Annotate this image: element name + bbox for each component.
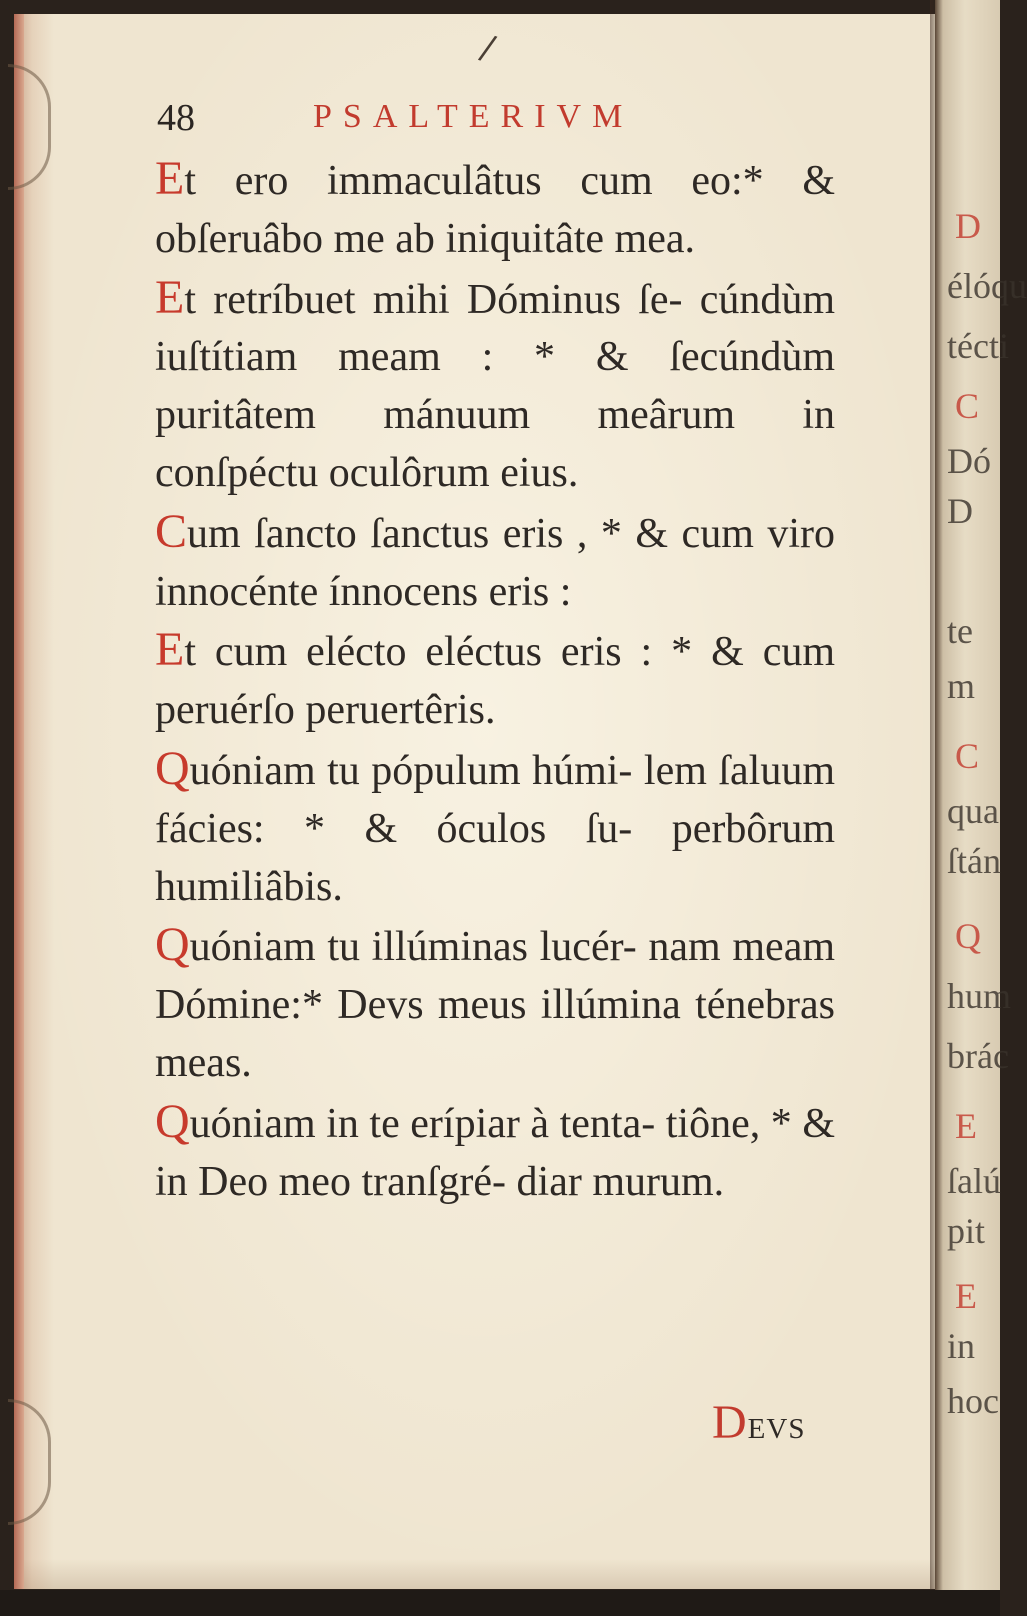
page-number: 48: [157, 97, 195, 139]
page-edge: [14, 14, 24, 1589]
verse-line: t ero immaculâtus cum eo:* &: [184, 158, 835, 204]
verse-line: nam meam Dómine:* Devs meus: [155, 924, 836, 1029]
verse-line: cum viro innocénte ínnocens: [155, 510, 836, 615]
verse: [155, 269, 835, 503]
facing-page-fragment: in: [947, 1326, 976, 1366]
verse-line: eris :: [488, 568, 572, 615]
facing-page-fragment: m: [947, 666, 976, 706]
verse-line: eius.: [500, 449, 579, 496]
rubricated-initial: E: [155, 270, 185, 324]
verse-line: illúmina ténebras meas.: [155, 982, 835, 1086]
verse-line: cúndùm iuſtítiam meam : * &: [155, 276, 836, 381]
verse-line: cum peruérſo peruertêris.: [155, 629, 835, 734]
verse-line: meârum in conſpéctu oculôrum: [155, 392, 835, 496]
verse-line: perbôrum humiliâbis.: [155, 805, 836, 910]
clasp-bottom: [8, 1399, 51, 1525]
facing-page-fragment: C: [955, 736, 980, 776]
psalm-text: [155, 150, 835, 1211]
verse: [155, 1093, 835, 1212]
facing-page-fragment: ſtán: [947, 841, 1001, 881]
clasp-top: [8, 64, 51, 190]
verse-line: diar murum.: [516, 1158, 725, 1205]
verse-line: tiône, * & in Deo meo tranſgré-: [155, 1100, 835, 1205]
verse-line: uóniam in te erípiar à tenta-: [189, 1100, 656, 1147]
verse-line: lem ſaluum fácies: * & óculos ſu-: [155, 747, 836, 852]
facing-page-fragment: D: [955, 206, 981, 246]
rubricated-initial: Q: [155, 741, 190, 795]
facing-page-fragment: ſalú: [947, 1161, 1001, 1201]
verse: [155, 621, 835, 740]
catchword-initial: D: [712, 1396, 748, 1449]
facing-page-fragment: hoc: [947, 1381, 999, 1421]
facing-page-fragment: C: [955, 386, 980, 426]
facing-page-fragment: hum: [947, 976, 1012, 1016]
bottom-band: [0, 1590, 1000, 1616]
verse-line: t retríbuet mihi Dóminus ſe-: [184, 276, 683, 323]
facing-page-fragment: E: [955, 1106, 977, 1146]
catchword: [712, 1395, 805, 1450]
verse-line: uóniam tu illúminas lucér-: [189, 924, 637, 971]
facing-page-fragment: técti: [947, 326, 1009, 366]
facing-page-fragment: E: [955, 1276, 977, 1316]
facing-page-fragment: qua: [947, 791, 999, 831]
verse-line: uóniam tu pópulum húmi-: [189, 747, 633, 794]
rubricated-initial: E: [155, 623, 185, 677]
rubricated-initial: E: [155, 152, 185, 205]
facing-page-fragment: brác: [947, 1036, 1009, 1076]
verse: [155, 916, 835, 1092]
facing-page-fragment: pit: [947, 1211, 986, 1251]
rubricated-initial: Q: [155, 1094, 190, 1148]
facing-page-fragment: Dó: [947, 441, 991, 481]
verse: [155, 503, 835, 622]
facing-page-fragment: Q: [955, 916, 981, 956]
facing-page-edge: [935, 0, 1027, 1616]
stray-mark: /: [476, 27, 500, 69]
verse-line: um ſancto ſanctus eris , * &: [187, 510, 669, 557]
running-title: PSALTERIVM: [313, 98, 634, 135]
facing-page-fragment: élóqu: [947, 266, 1027, 306]
verse-line: t cum elécto eléctus eris : * &: [184, 629, 744, 676]
verse: [155, 740, 835, 916]
rubricated-initial: C: [155, 504, 188, 558]
facing-page-fragment: D: [947, 491, 973, 531]
page-header: [147, 96, 847, 144]
verse: [155, 150, 835, 269]
catchword-rest: evs: [747, 1402, 806, 1448]
verse-line: ſecúndùm puritâtem mánuum: [155, 334, 835, 439]
rubricated-initial: Q: [155, 918, 190, 972]
verse-line: obſeruâbo me ab iniquitâte mea.: [155, 215, 695, 262]
facing-page-fragment: te: [947, 611, 973, 651]
